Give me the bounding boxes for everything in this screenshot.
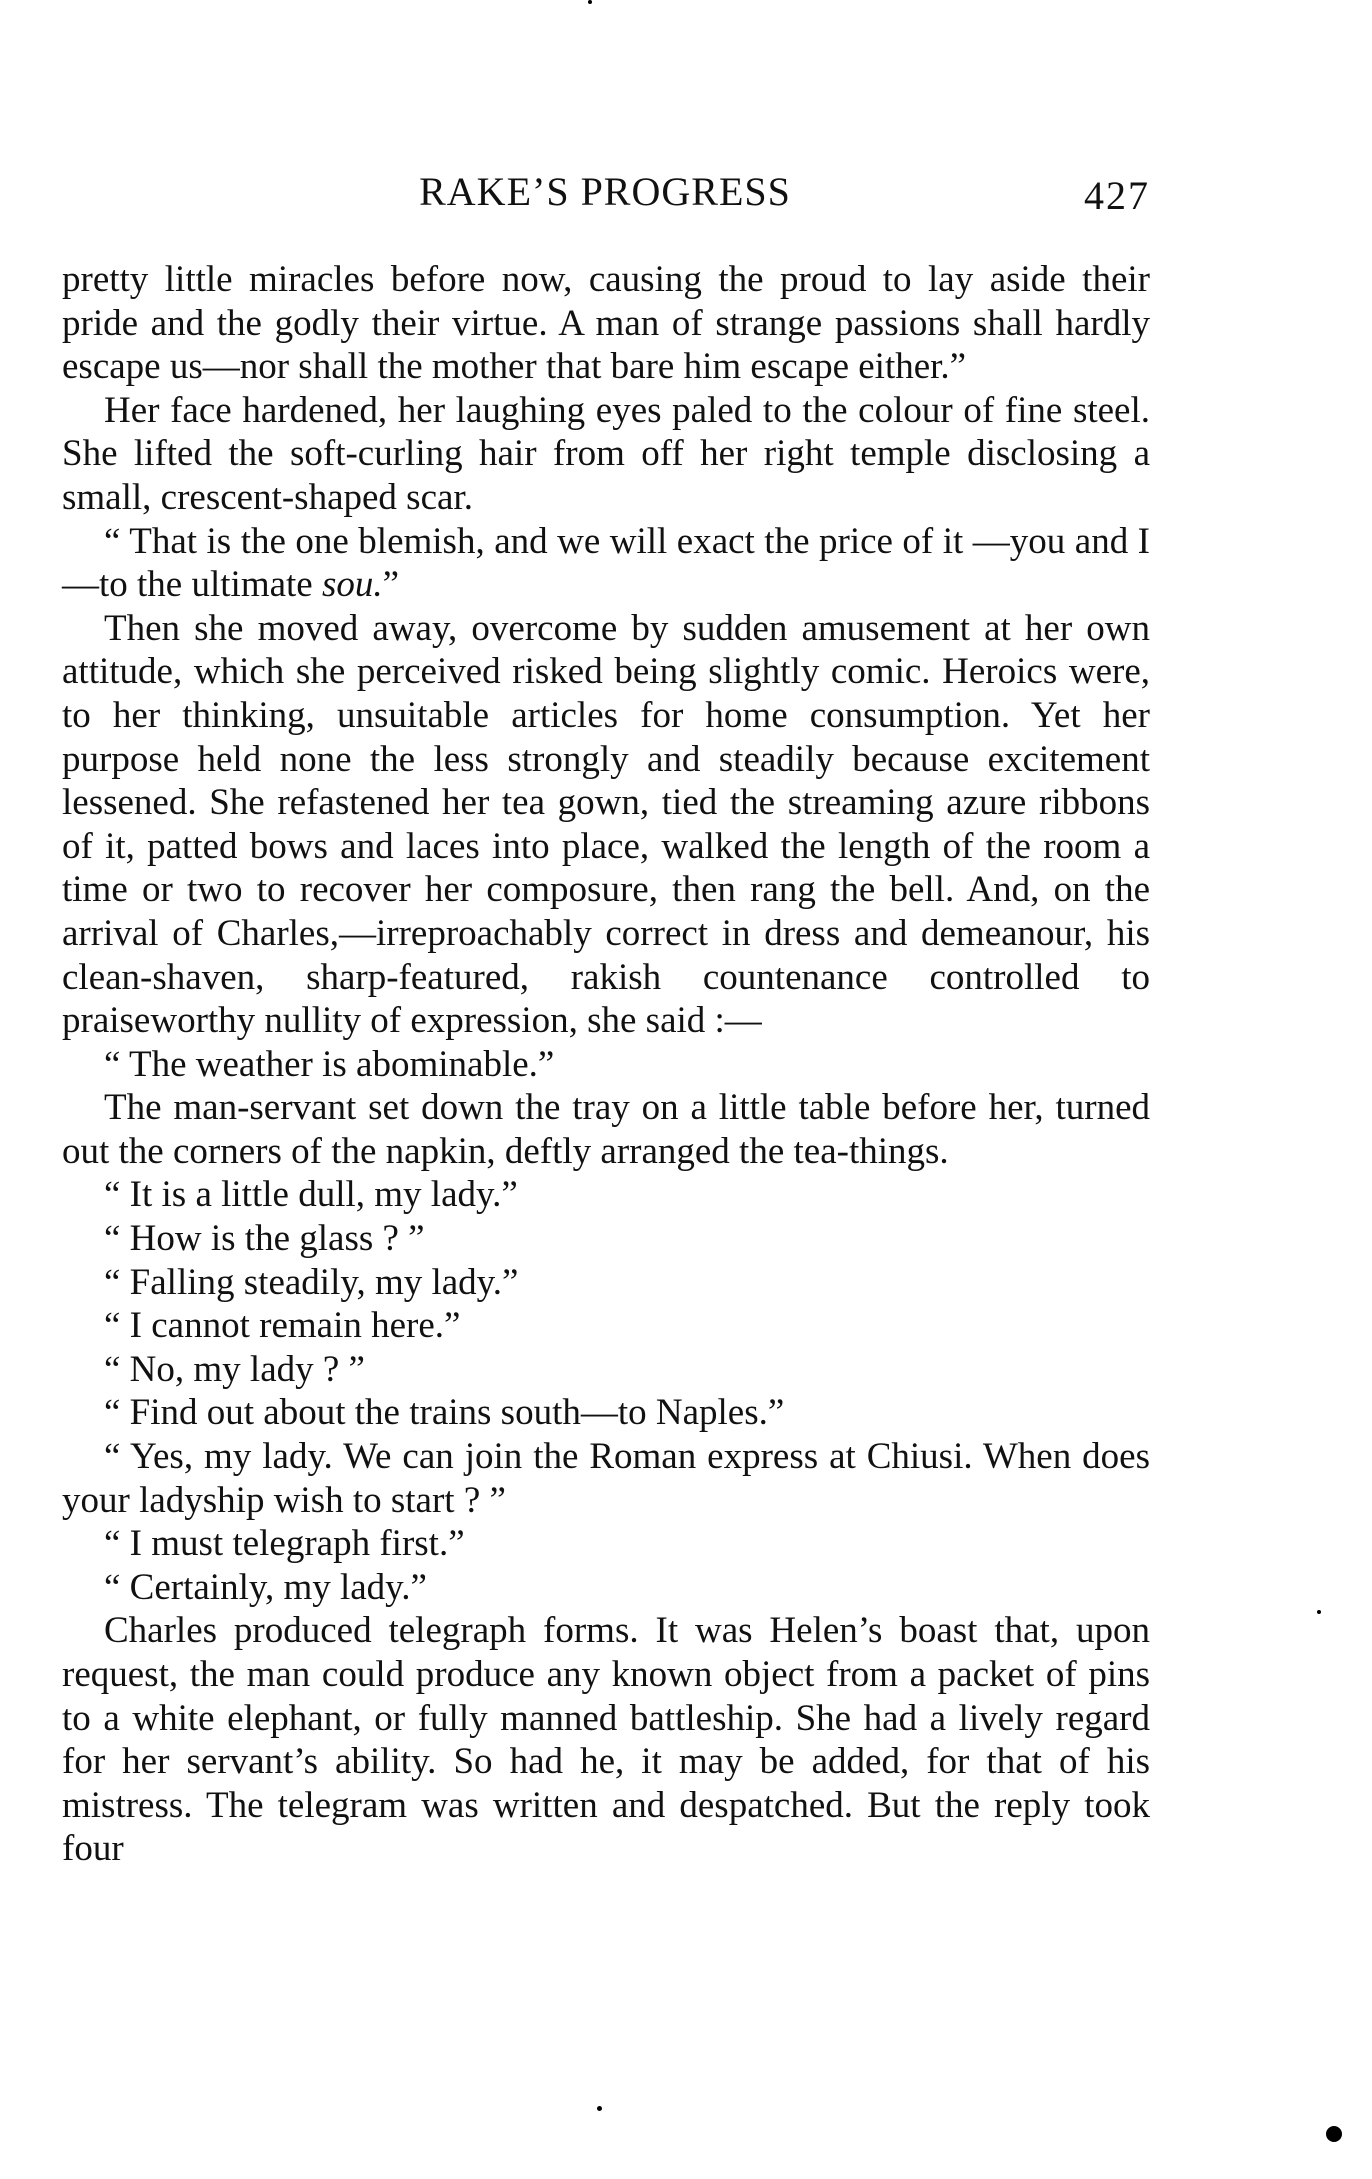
paragraph: pretty little miracles before now, causing the proud to lay aside their pride and the godly their virtue. A man of strange passions shall hardly escape us—nor shall the mother that bare him escape either.”	[62, 259, 1150, 388]
closing-quote: ”	[382, 564, 400, 606]
dialogue-line: “ I must telegraph first.”	[104, 1523, 465, 1565]
paragraph	[62, 520, 1150, 607]
dialogue-line: “ The weather is abominable.”	[104, 1043, 555, 1085]
dialogue-line: “ Yes, my lady. We can join the Roman express at Chiusi. When does your ladyship wish to start ? ”	[62, 1436, 1150, 1521]
dialogue-line: “ No, my lady ? ”	[104, 1348, 365, 1390]
paragraph: Charles produced telegraph forms. It was Helen’s boast that, upon request, the man could produce any known object from a packet of pins to a white elephant, or fully manned battleship. She had a lively regard for her servant’s ability. So had he, it may be added, for that of his mistress. The telegram was written and despatched. But the reply took four	[62, 1610, 1150, 1870]
dialogue-line: “ Certainly, my lady.”	[104, 1566, 427, 1608]
running-head: RAKE’S PROGRESS	[419, 169, 791, 214]
ink-speck	[588, 0, 592, 4]
body-text	[62, 258, 1150, 1871]
paragraph: The man-servant set down the tray on a little table before her, turned out the corners of the napkin, deftly arranged the tea-things.	[62, 1087, 1150, 1172]
page-number: 427	[1084, 173, 1150, 218]
italic-word: sou.	[321, 564, 383, 606]
page-header	[60, 168, 1150, 228]
dialogue-line: “ I cannot remain here.”	[104, 1305, 461, 1347]
dialogue-line: “ Find out about the trains south—to Naples.”	[104, 1392, 785, 1434]
paragraph: Her face hardened, her laughing eyes paled to the colour of fine steel. She lifted the soft-curling hair from off her right temple disclosing a small, crescent-shaped scar.	[62, 389, 1150, 518]
dialogue-line: “ It is a little dull, my lady.”	[104, 1174, 518, 1216]
ink-speck	[1317, 1610, 1321, 1614]
paragraph-text: “ That is the one blemish, and we will exact the price of it —you and I—to the ultimate	[62, 520, 1150, 606]
ink-speck	[597, 2106, 602, 2111]
paragraph: Then she moved away, overcome by sudden amusement at her own attitude, which she perceived risked being slightly comic. Heroics were, to her thinking, unsuitable articles for home consumption. Yet her purpose held none the less strongly and steadily because excitement lessened. She refastened her tea gown, tied the streaming azure ribbons of it, patted bows and laces into place, walked the length of the room a time or two to recover her composure, then rang the bell. And, on the arrival of Charles,—irreproachably correct in dress and demeanour, his clean-shaven, sharp-featured, rakish countenance controlled to praiseworthy nullity of expression, she said :—	[62, 607, 1150, 1042]
dialogue-line: “ How is the glass ? ”	[104, 1218, 425, 1260]
dialogue-line: “ Falling steadily, my lady.”	[104, 1261, 519, 1303]
ink-speck	[1326, 2126, 1342, 2142]
